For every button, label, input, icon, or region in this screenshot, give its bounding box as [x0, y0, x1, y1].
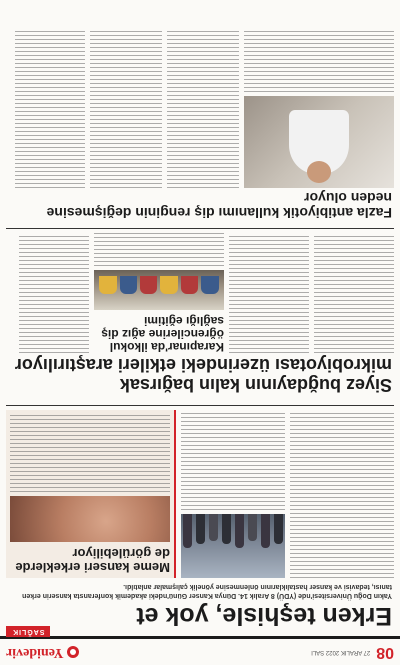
sidebar-body-text [10, 414, 170, 492]
wheat-body-text-2 [229, 233, 309, 353]
antibiotic-story-block [0, 28, 400, 188]
divider-2 [6, 228, 394, 229]
lead-text-column-1 [290, 410, 394, 578]
wheat-story-block [0, 233, 400, 353]
sidebar-box [6, 410, 176, 578]
sidebar-headline: Meme kanseri erkeklerde de görülebiliyor [15, 546, 170, 575]
lead-headline: Erken teşhisle, yok et [136, 602, 392, 630]
antibiotic-photo-column [244, 28, 394, 188]
antibiotic-headline: Fazla antibiyotik kullanımı diş renginin değişmesine neden oluyor [46, 190, 392, 221]
school-body-text [94, 233, 224, 266]
divider [6, 405, 394, 406]
logo-text: Yenidevir [6, 645, 64, 660]
antibiotic-body-text-2 [167, 28, 239, 188]
logo-mark-icon [67, 646, 79, 658]
school-headline: Karapınar'da ilkokul öğrencilerine ağız diş sağlığı eğitimi [101, 314, 224, 354]
issue-date: 27 ARALIK 2022 SALI [311, 649, 371, 655]
lead-body-text-2 [181, 410, 285, 510]
wheat-headline: Siyez buğdayının kalın bağırsak mikrobiyotası üzerindeki etkileri araştırılıyor [14, 355, 392, 395]
group-figures [181, 514, 285, 559]
newspaper-logo [6, 644, 79, 660]
sidebar-photo [10, 496, 170, 542]
masthead-left [311, 643, 394, 661]
lead-text-column-2 [181, 410, 285, 578]
lead-group-photo [181, 514, 285, 578]
antibiotic-body-text-1 [244, 28, 394, 92]
dentist-photo [244, 96, 394, 188]
school-body-text-2 [19, 233, 89, 353]
lead-story-block [0, 410, 400, 578]
lead-body-text [290, 410, 394, 578]
antibiotic-body-text-3 [90, 28, 162, 188]
section-label: SAĞLIK [6, 626, 50, 637]
lead-subhead: Yakın Doğu Üniversitesi'nde (YDÜ) 8 Aralık 14. Dünya Kanser Günü'ndeki akademik konferansta kanserin erken tanısı, tedavisi ve kanser hastalıklarının önlenmesine yönelik çalışmalar anlatıldı. [22, 583, 392, 599]
wheat-body-text-1 [314, 233, 394, 353]
school-photo [94, 270, 224, 310]
school-story-block [94, 233, 224, 353]
antibiotic-body-text-4 [15, 28, 85, 188]
page-number: 08 [376, 644, 394, 661]
masthead [0, 636, 400, 665]
